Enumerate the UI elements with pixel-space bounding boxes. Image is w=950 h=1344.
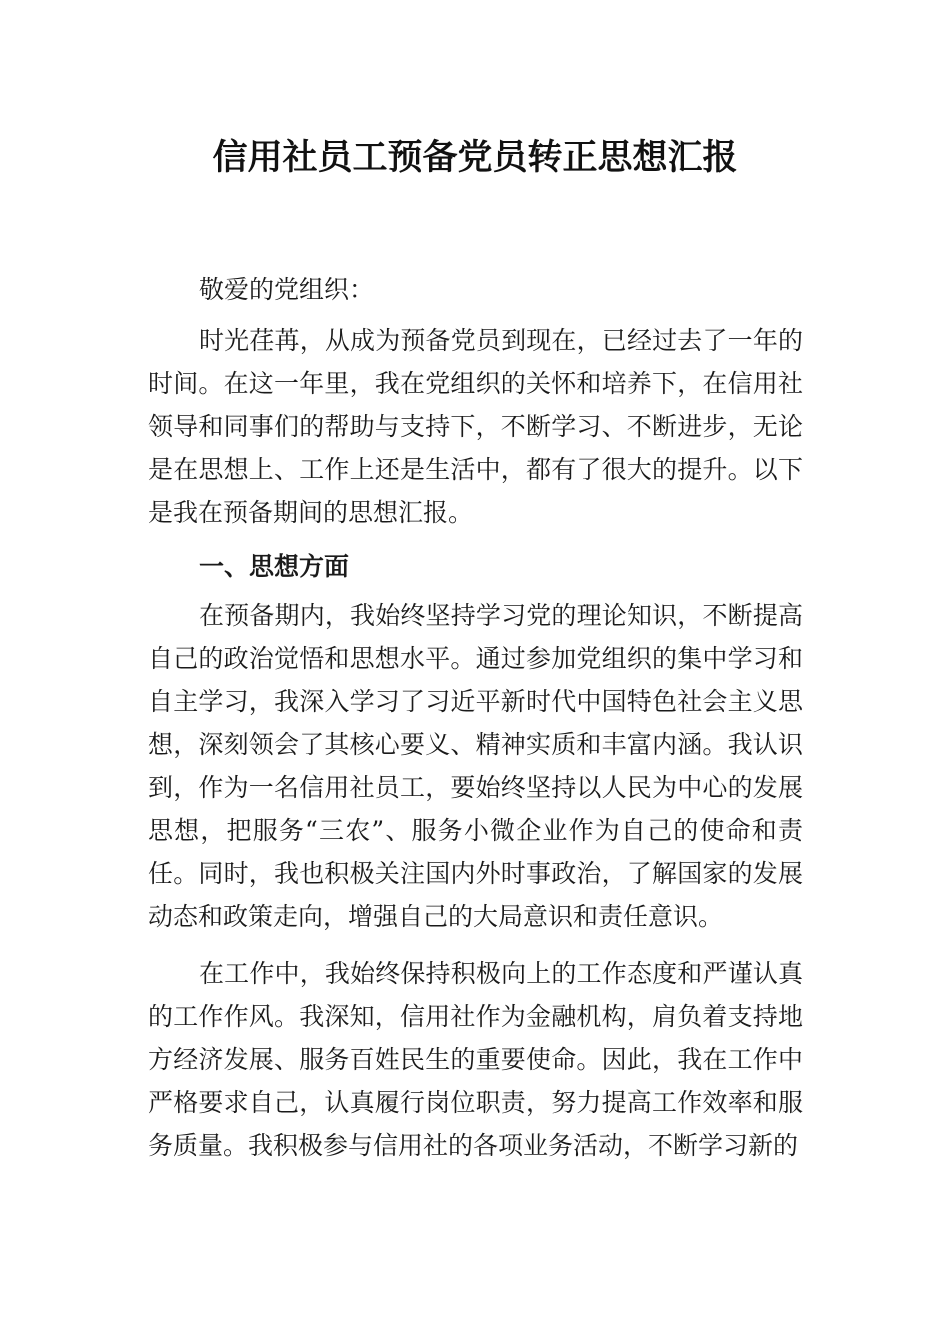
work-paragraph: 在工作中，我始终保持积极向上的工作态度和严谨认真的工作作风。我深知，信用社作为金融机构，肩负着支持地方经济发展、服务百姓民生的重要使命。因此，我在工作中 严格要求自己，认真履行岗位职责，努力提高工作效率和服 务质量。我积极参与信用社的各项业务活动，不断学习新的 — [148, 959, 803, 1160]
salutation: 敬爱的党组织： — [199, 275, 375, 304]
document-title: 信用社员工预备党员转正思想汇报 — [212, 138, 738, 178]
section-heading-thought: 一、思想方面 — [199, 552, 350, 581]
thought-paragraph: 在预备期内，我始终坚持学习党的理论知识，不断提高自己的政治觉悟和思想水平。通过参加党组织的集中学习和自主学习，我深入学习了习近平新时代中国特色社会主义思想，深刻领会了其核心要义、精神实质和丰富内涵。我认识到，作为一名信用社员工，要始终坚持以人民为中心的发展思想，把服务“三农”、服务小微企业作为自己的使命和责任。同时，我也积极关注国内外时事政治，了解国家的发展动态和政策走向，增强自己的大局意识和责任意识。 — [148, 601, 803, 931]
intro-paragraph: 时光荏苒，从成为预备党员到现在，已经过去了一年的时间。在这一年里，我在党组织的关怀和培养下，在信用社领导和同事们的帮助与支持下，不断学习、不断进步，无论是在思想上、工作上还是生活中，都有了很大的提升。以下是我在预备期间的思想汇报。 — [148, 326, 803, 527]
